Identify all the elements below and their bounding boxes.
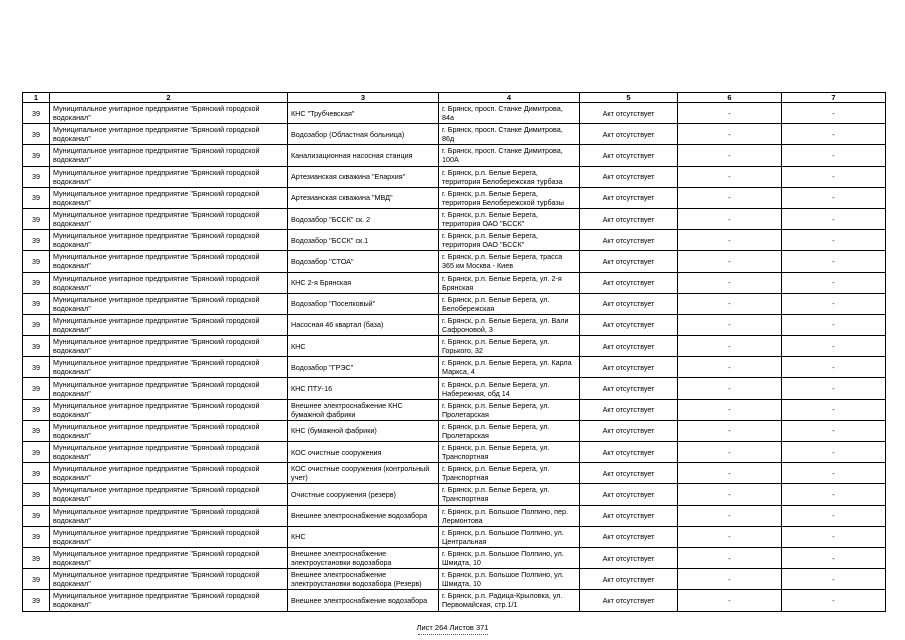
column-7-value: - — [782, 145, 886, 166]
column-6-value: - — [678, 166, 782, 187]
table-row — [23, 484, 886, 505]
facility-name: Внешнее электроснабжение КНС бумажной фабрики — [288, 399, 439, 420]
column-7-value: - — [782, 230, 886, 251]
table-row — [23, 505, 886, 526]
facility-name: Водозабор "СТОА" — [288, 251, 439, 272]
act-status: Акт отсутствует — [580, 314, 678, 335]
organization-name: Муниципальное унитарное предприятие "Брянский городской водоканал" — [50, 314, 288, 335]
address: г. Брянск, р.п. Белые Берега, территория ОАО "БССК" — [439, 208, 580, 229]
column-header-5: 5 — [580, 93, 678, 103]
facility-name: Водозабор "БССК" ск.1 — [288, 230, 439, 251]
table-row — [23, 590, 886, 611]
column-7-value: - — [782, 442, 886, 463]
table-row — [23, 336, 886, 357]
act-status: Акт отсутствует — [580, 399, 678, 420]
header-row — [23, 93, 886, 103]
organization-name: Муниципальное унитарное предприятие "Брянский городской водоканал" — [50, 272, 288, 293]
table-row — [23, 420, 886, 441]
organization-name: Муниципальное унитарное предприятие "Брянский городской водоканал" — [50, 484, 288, 505]
act-status: Акт отсутствует — [580, 230, 678, 251]
column-6-value: - — [678, 399, 782, 420]
address: г. Брянск, р.п. Белые Берега, ул. 2-я Брянская — [439, 272, 580, 293]
address: г. Брянск, р.п. Белые Берега, территория Белобережская турбаза — [439, 166, 580, 187]
table-row — [23, 208, 886, 229]
column-7-value: - — [782, 378, 886, 399]
act-status: Акт отсутствует — [580, 526, 678, 547]
facility-name: Артезианская скважина "МВД" — [288, 187, 439, 208]
address: г. Брянск, р.п. Белые Берега, ул. Транспортная — [439, 484, 580, 505]
column-6-value: - — [678, 314, 782, 335]
table-row — [23, 124, 886, 145]
column-7-value: - — [782, 357, 886, 378]
column-6-value: - — [678, 103, 782, 124]
address: г. Брянск, р.п. Белые Берега, ул. Карла Маркса, 4 — [439, 357, 580, 378]
act-status: Акт отсутствует — [580, 590, 678, 611]
column-6-value: - — [678, 590, 782, 611]
records-table — [22, 92, 886, 612]
facility-name: Водозабор "Поселковый" — [288, 293, 439, 314]
column-6-value: - — [678, 463, 782, 484]
table-row — [23, 251, 886, 272]
facility-name: КОС очистные сооружения (контрольный учет) — [288, 463, 439, 484]
column-7-value: - — [782, 272, 886, 293]
table-row — [23, 357, 886, 378]
row-number: 39 — [23, 569, 50, 590]
organization-name: Муниципальное унитарное предприятие "Брянский городской водоканал" — [50, 442, 288, 463]
act-status: Акт отсутствует — [580, 124, 678, 145]
organization-name: Муниципальное унитарное предприятие "Брянский городской водоканал" — [50, 187, 288, 208]
facility-name: Внешнее электроснабжение водозабора — [288, 505, 439, 526]
row-number: 39 — [23, 208, 50, 229]
column-6-value: - — [678, 293, 782, 314]
row-number: 39 — [23, 357, 50, 378]
act-status: Акт отсутствует — [580, 463, 678, 484]
address: г. Брянск, просп. Станке Димитрова, 100А — [439, 145, 580, 166]
table-row — [23, 314, 886, 335]
column-7-value: - — [782, 103, 886, 124]
table-row — [23, 145, 886, 166]
address: г. Брянск, р.п. Белые Берега, территория Белобережской турбазы — [439, 187, 580, 208]
organization-name: Муниципальное унитарное предприятие "Брянский городской водоканал" — [50, 526, 288, 547]
address: г. Брянск, р.п. Белые Берега, ул. Вали Сафроновой, 3 — [439, 314, 580, 335]
facility-name: Водозабор "БССК" ск. 2 — [288, 208, 439, 229]
organization-name: Муниципальное унитарное предприятие "Брянский городской водоканал" — [50, 357, 288, 378]
organization-name: Муниципальное унитарное предприятие "Брянский городской водоканал" — [50, 569, 288, 590]
organization-name: Муниципальное унитарное предприятие "Брянский городской водоканал" — [50, 399, 288, 420]
column-6-value: - — [678, 145, 782, 166]
row-number: 39 — [23, 272, 50, 293]
act-status: Акт отсутствует — [580, 336, 678, 357]
table-row — [23, 547, 886, 568]
organization-name: Муниципальное унитарное предприятие "Брянский городской водоканал" — [50, 505, 288, 526]
column-6-value: - — [678, 251, 782, 272]
organization-name: Муниципальное унитарное предприятие "Брянский городской водоканал" — [50, 124, 288, 145]
address: г. Брянск, р.п. Белые Берега, трасса 365 км Москва - Киев — [439, 251, 580, 272]
row-number: 39 — [23, 442, 50, 463]
organization-name: Муниципальное унитарное предприятие "Брянский городской водоканал" — [50, 420, 288, 441]
column-7-value: - — [782, 547, 886, 568]
organization-name: Муниципальное унитарное предприятие "Брянский городской водоканал" — [50, 590, 288, 611]
facility-name: КНС "Трубчевская" — [288, 103, 439, 124]
row-number: 39 — [23, 526, 50, 547]
act-status: Акт отсутствует — [580, 547, 678, 568]
row-number: 39 — [23, 145, 50, 166]
row-number: 39 — [23, 378, 50, 399]
row-number: 39 — [23, 187, 50, 208]
row-number: 39 — [23, 590, 50, 611]
table-row — [23, 378, 886, 399]
column-7-value: - — [782, 336, 886, 357]
act-status: Акт отсутствует — [580, 103, 678, 124]
column-7-value: - — [782, 420, 886, 441]
act-status: Акт отсутствует — [580, 145, 678, 166]
facility-name: КНС (бумажной фабрики) — [288, 420, 439, 441]
address: г. Брянск, р.п. Большое Полпино, ул. Центральная — [439, 526, 580, 547]
column-7-value: - — [782, 484, 886, 505]
page-footer: Лист 264 Листов 371 — [416, 623, 489, 632]
address: г. Брянск, р.п. Белые Берега, ул. Транспортная — [439, 463, 580, 484]
table-row — [23, 526, 886, 547]
row-number: 39 — [23, 230, 50, 251]
act-status: Акт отсутствует — [580, 484, 678, 505]
act-status: Акт отсутствует — [580, 208, 678, 229]
organization-name: Муниципальное унитарное предприятие "Брянский городской водоканал" — [50, 230, 288, 251]
address: г. Брянск, р.п. Радица-Крыловка, ул. Первомайская, стр.1/1 — [439, 590, 580, 611]
column-7-value: - — [782, 124, 886, 145]
address: г. Брянск, р.п. Белые Берега, ул. Набережная, обд 14 — [439, 378, 580, 399]
organization-name: Муниципальное унитарное предприятие "Брянский городской водоканал" — [50, 103, 288, 124]
table-row — [23, 103, 886, 124]
table-body — [23, 103, 886, 612]
facility-name: КНС 2-я Брянская — [288, 272, 439, 293]
column-header-1: 1 — [23, 93, 50, 103]
address: г. Брянск, р.п. Большое Полпино, ул. Шмидта, 10 — [439, 547, 580, 568]
table-row — [23, 187, 886, 208]
row-number: 39 — [23, 547, 50, 568]
address: г. Брянск, р.п. Белые Берега, территория ОАО "БССК" — [439, 230, 580, 251]
column-6-value: - — [678, 484, 782, 505]
address: г. Брянск, р.п. Белые Берега, ул. Белобережская — [439, 293, 580, 314]
address: г. Брянск, р.п. Большое Полпино, пер. Лермонтова — [439, 505, 580, 526]
table-row — [23, 166, 886, 187]
act-status: Акт отсутствует — [580, 357, 678, 378]
column-6-value: - — [678, 336, 782, 357]
act-status: Акт отсутствует — [580, 272, 678, 293]
organization-name: Муниципальное унитарное предприятие "Брянский городской водоканал" — [50, 463, 288, 484]
organization-name: Муниципальное унитарное предприятие "Брянский городской водоканал" — [50, 336, 288, 357]
act-status: Акт отсутствует — [580, 442, 678, 463]
row-number: 39 — [23, 336, 50, 357]
column-7-value: - — [782, 399, 886, 420]
act-status: Акт отсутствует — [580, 293, 678, 314]
row-number: 39 — [23, 166, 50, 187]
act-status: Акт отсутствует — [580, 166, 678, 187]
facility-name: Очистные сооружения (резерв) — [288, 484, 439, 505]
address: г. Брянск, р.п. Белые Берега, ул. Горького, 32 — [439, 336, 580, 357]
row-number: 39 — [23, 505, 50, 526]
column-header-7: 7 — [782, 93, 886, 103]
footer-divider — [418, 634, 488, 635]
row-number: 39 — [23, 293, 50, 314]
address: г. Брянск, р.п. Белые Берега, ул. Пролетарская — [439, 420, 580, 441]
column-6-value: - — [678, 526, 782, 547]
facility-name: КОС очистные сооружения — [288, 442, 439, 463]
facility-name: КНС — [288, 336, 439, 357]
column-7-value: - — [782, 590, 886, 611]
facility-name: Водозабор (Областная больница) — [288, 124, 439, 145]
facility-name: Водозабор "ГРЭС" — [288, 357, 439, 378]
column-header-4: 4 — [439, 93, 580, 103]
column-7-value: - — [782, 187, 886, 208]
column-6-value: - — [678, 357, 782, 378]
table-row — [23, 293, 886, 314]
facility-name: Канализационная насосная станция — [288, 145, 439, 166]
column-7-value: - — [782, 314, 886, 335]
column-6-value: - — [678, 378, 782, 399]
row-number: 39 — [23, 103, 50, 124]
act-status: Акт отсутствует — [580, 420, 678, 441]
row-number: 39 — [23, 124, 50, 145]
act-status: Акт отсутствует — [580, 187, 678, 208]
column-header-3: 3 — [288, 93, 439, 103]
column-6-value: - — [678, 547, 782, 568]
act-status: Акт отсутствует — [580, 505, 678, 526]
facility-name: Внешнее электроснабжение электроустановки водозабора (Резерв) — [288, 569, 439, 590]
address: г. Брянск, просп. Станке Димитрова, 86д — [439, 124, 580, 145]
row-number: 39 — [23, 463, 50, 484]
row-number: 39 — [23, 251, 50, 272]
column-6-value: - — [678, 272, 782, 293]
column-6-value: - — [678, 505, 782, 526]
row-number: 39 — [23, 420, 50, 441]
address: г. Брянск, просп. Станке Димитрова, 84а — [439, 103, 580, 124]
column-7-value: - — [782, 208, 886, 229]
table-row — [23, 399, 886, 420]
column-6-value: - — [678, 208, 782, 229]
table-row — [23, 272, 886, 293]
column-7-value: - — [782, 166, 886, 187]
column-7-value: - — [782, 463, 886, 484]
act-status: Акт отсутствует — [580, 378, 678, 399]
column-6-value: - — [678, 230, 782, 251]
column-header-2: 2 — [50, 93, 288, 103]
organization-name: Муниципальное унитарное предприятие "Брянский городской водоканал" — [50, 166, 288, 187]
organization-name: Муниципальное унитарное предприятие "Брянский городской водоканал" — [50, 293, 288, 314]
column-6-value: - — [678, 187, 782, 208]
facility-name: КНС — [288, 526, 439, 547]
column-7-value: - — [782, 505, 886, 526]
column-7-value: - — [782, 251, 886, 272]
facility-name: Артезианская скважина "Епархия" — [288, 166, 439, 187]
organization-name: Муниципальное унитарное предприятие "Брянский городской водоканал" — [50, 547, 288, 568]
organization-name: Муниципальное унитарное предприятие "Брянский городской водоканал" — [50, 208, 288, 229]
column-6-value: - — [678, 442, 782, 463]
address: г. Брянск, р.п. Белые Берега, ул. Пролетарская — [439, 399, 580, 420]
organization-name: Муниципальное унитарное предприятие "Брянский городской водоканал" — [50, 145, 288, 166]
table-row — [23, 442, 886, 463]
organization-name: Муниципальное унитарное предприятие "Брянский городской водоканал" — [50, 251, 288, 272]
column-7-value: - — [782, 293, 886, 314]
table-row — [23, 230, 886, 251]
facility-name: Внешнее электроснабжение электроустановки водозабора — [288, 547, 439, 568]
row-number: 39 — [23, 399, 50, 420]
address: г. Брянск, р.п. Белые Берега, ул. Транспортная — [439, 442, 580, 463]
organization-name: Муниципальное унитарное предприятие "Брянский городской водоканал" — [50, 378, 288, 399]
facility-name: КНС ПТУ-16 — [288, 378, 439, 399]
column-6-value: - — [678, 569, 782, 590]
column-7-value: - — [782, 526, 886, 547]
act-status: Акт отсутствует — [580, 251, 678, 272]
act-status: Акт отсутствует — [580, 569, 678, 590]
column-6-value: - — [678, 420, 782, 441]
column-7-value: - — [782, 569, 886, 590]
table-row — [23, 569, 886, 590]
facility-name: Насосная 46 квартал (база) — [288, 314, 439, 335]
address: г. Брянск, р.п. Большое Полпино, ул. Шмидта, 10 — [439, 569, 580, 590]
table-row — [23, 463, 886, 484]
column-6-value: - — [678, 124, 782, 145]
facility-name: Внешнее электроснабжение водозабора — [288, 590, 439, 611]
row-number: 39 — [23, 314, 50, 335]
row-number: 39 — [23, 484, 50, 505]
column-header-6: 6 — [678, 93, 782, 103]
